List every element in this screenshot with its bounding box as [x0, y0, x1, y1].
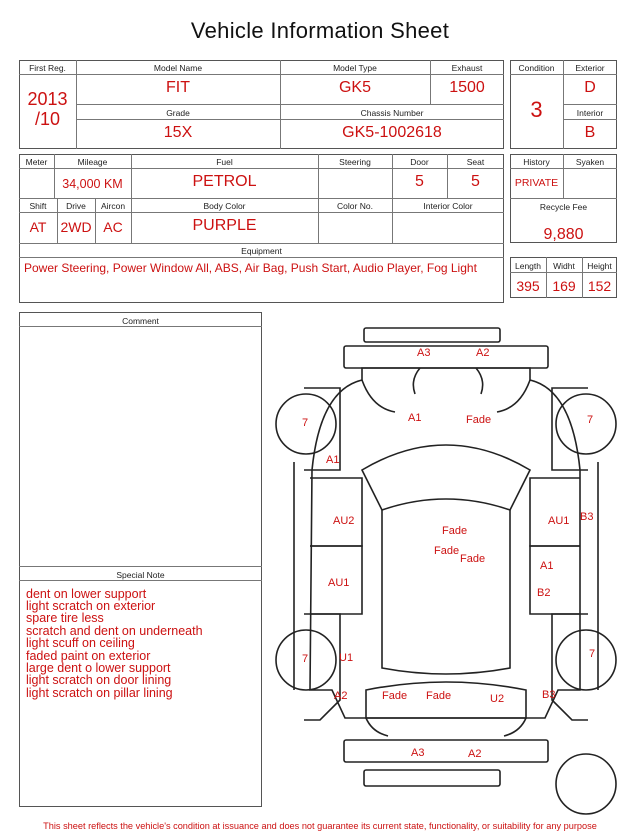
model-name-value: FIT [166, 79, 190, 96]
seat-value: 5 [471, 173, 480, 190]
damage-mark: Fade [442, 525, 468, 537]
exterior-label: Exterior [575, 63, 605, 73]
damage-mark: B2 [537, 587, 551, 599]
special-note-item: light scratch on pillar lining [26, 686, 173, 700]
special-note-item: faded paint on exterior [26, 649, 151, 663]
damage-mark: Fade [426, 690, 452, 702]
history-label: History [523, 157, 550, 167]
width-value: 169 [552, 278, 576, 294]
interior-grade: B [584, 124, 596, 141]
damage-mark: A2 [476, 347, 490, 359]
damage-mark: A3 [411, 747, 425, 759]
grade-value: 15X [163, 124, 193, 141]
damage-mark: U2 [490, 693, 505, 705]
first-reg-year: 2013 [27, 89, 68, 109]
interior-label: Interior [576, 108, 604, 118]
mileage-label: Mileage [77, 157, 108, 167]
body-color-label: Body Color [203, 201, 246, 211]
comment-label: Comment [122, 316, 159, 326]
damage-mark: U1 [339, 652, 354, 664]
damage-mark: 7 [302, 417, 309, 429]
width-label: Widht [553, 261, 575, 271]
door-value: 5 [415, 173, 424, 190]
damage-mark: B3 [580, 511, 594, 523]
damage-mark: Fade [460, 553, 486, 565]
damage-mark: Fade [434, 545, 460, 557]
exhaust-value: 1500 [449, 79, 485, 96]
door-label: Door [410, 157, 429, 167]
model-type-value: GK5 [338, 79, 371, 96]
body-color-value: PURPLE [192, 217, 257, 234]
length-label: Length [515, 261, 541, 271]
syaken-label: Syaken [575, 157, 605, 167]
damage-mark: B3 [542, 689, 556, 701]
shift-value: AT [29, 219, 47, 235]
meter-label: Meter [25, 157, 48, 167]
damage-mark: A2 [334, 690, 348, 702]
drive-value: 2WD [60, 219, 92, 235]
recycle-fee-value: 9,880 [543, 226, 584, 243]
damage-mark: AU2 [333, 515, 355, 527]
special-note-item: light scratch on door lining [26, 673, 172, 687]
special-note-item: scratch and dent on underneath [26, 624, 203, 638]
first-reg-label: First Reg. [29, 63, 66, 73]
color-no-label: Color No. [337, 201, 373, 211]
damage-mark: A1 [408, 412, 422, 424]
first-reg-month: /10 [34, 109, 61, 129]
special-note-item: large dent o lower support [26, 661, 171, 675]
mileage-value: 34,000 KM [62, 177, 123, 191]
condition-label: Condition [518, 63, 555, 73]
sheet-title: Vehicle Information Sheet [190, 18, 450, 43]
steering-label: Steering [339, 157, 371, 167]
aircon-label: Aircon [100, 201, 126, 211]
chassis-value: GK5-1002618 [342, 124, 442, 141]
fuel-label: Fuel [216, 157, 233, 167]
special-note-item: light scratch on exterior [26, 599, 156, 613]
special-note-item: spare tire less [26, 611, 104, 625]
damage-mark: AU1 [548, 515, 570, 527]
equipment-label: Equipment [241, 246, 282, 256]
length-value: 395 [516, 278, 540, 294]
damage-mark: 7 [589, 648, 596, 660]
height-value: 152 [587, 278, 612, 294]
equipment-value: Power Steering, Power Window All, ABS, Air Bag, Push Start, Audio Player, Fog Light [24, 261, 477, 275]
grade-label: Grade [166, 108, 190, 118]
special-note-item: light scuff on ceiling [26, 636, 135, 650]
recycle-fee-label: Recycle Fee [539, 202, 588, 212]
condition-grade: 3 [530, 97, 543, 122]
damage-mark: A2 [468, 748, 482, 760]
fuel-value: PETROL [192, 173, 257, 190]
damage-mark: A3 [417, 347, 431, 359]
history-value: PRIVATE [514, 177, 559, 189]
model-type-label: Model Type [333, 63, 377, 73]
chassis-label: Chassis Number [360, 108, 424, 118]
special-note-label: Special Note [116, 570, 165, 580]
damage-mark: Fade [382, 690, 408, 702]
damage-mark: AU1 [328, 577, 350, 589]
damage-mark: Fade [466, 414, 492, 426]
exterior-grade: D [584, 79, 596, 96]
drive-label: Drive [66, 201, 86, 211]
damage-mark: A1 [540, 560, 554, 572]
damage-mark: 7 [587, 414, 594, 426]
height-label: Height [587, 261, 612, 271]
disclaimer-footer: This sheet reflects the vehicle's condition at issuance and does not guarantee its current state, functionality, or suitability for any purpose [43, 821, 597, 831]
damage-mark: 7 [302, 653, 309, 665]
interior-color-label: Interior Color [423, 201, 473, 211]
special-note-item: dent on lower support [26, 587, 147, 601]
exhaust-label: Exhaust [451, 63, 483, 73]
aircon-value: AC [103, 219, 123, 235]
seat-label: Seat [466, 157, 485, 167]
damage-mark: A1 [326, 454, 340, 466]
model-name-label: Model Name [153, 63, 203, 73]
shift-label: Shift [29, 201, 47, 211]
